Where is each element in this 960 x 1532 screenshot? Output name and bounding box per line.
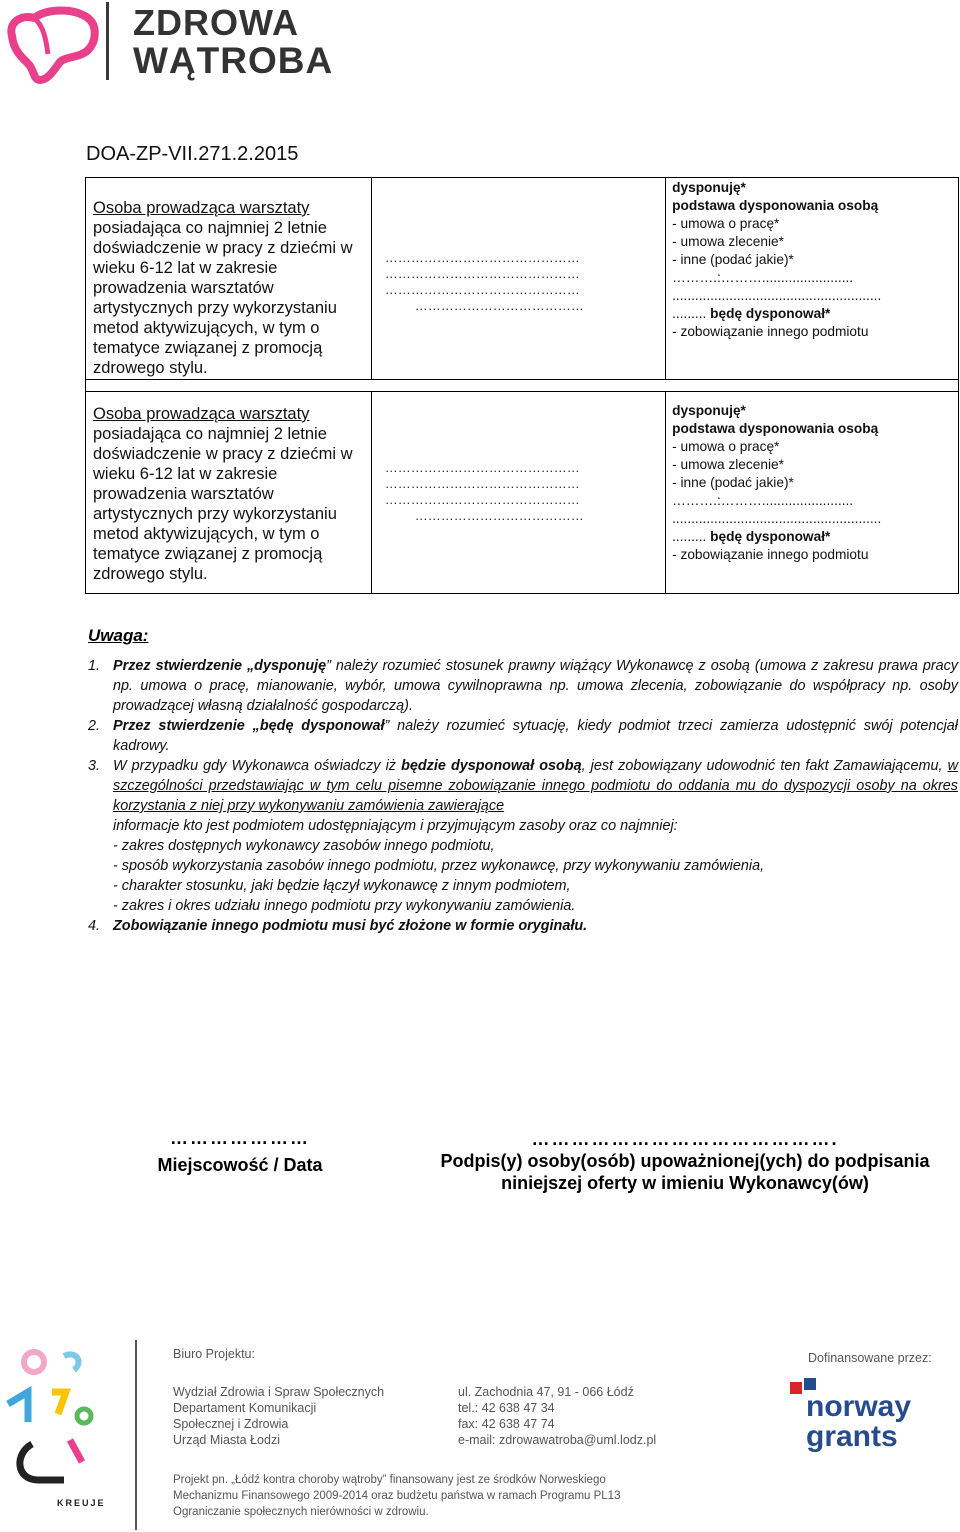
kreuje-label: KREUJE	[57, 1498, 106, 1508]
name-fill-cell[interactable]	[371, 392, 665, 594]
project-info-line: Projekt pn. „Łódź kontra choroby wątroby” finansowany jest ze środków Norweskiego	[173, 1474, 606, 1486]
disp-dots-line: .......................................................	[672, 511, 882, 526]
project-info-line: Ograniczanie społecznych nierówności w zdrowiu.	[173, 1506, 429, 1518]
disp-dots-line: .......................................................	[672, 288, 882, 303]
dots-line: ………………………………………	[384, 282, 580, 297]
logo-text-line2: WĄTROBA	[133, 40, 334, 81]
dots-line: ………………………………………	[384, 460, 580, 475]
note-body: , jest zobowiązany udowodnić ten fakt Zamawiającemu,	[581, 758, 943, 774]
note-number: 4.	[88, 918, 101, 934]
name-fill-cell[interactable]	[371, 178, 665, 380]
disp-option-commitment: - zobowiązanie innego podmiotu	[672, 547, 869, 562]
signature-dots: …………………	[170, 1128, 310, 1148]
note-number: 3.	[88, 758, 101, 774]
signature-label-line2: niniejszej oferty w imieniu Wykonawcy(ów)	[501, 1173, 869, 1193]
phone-line: tel.: 42 638 47 34	[458, 1401, 555, 1415]
note-list-line: - zakres i okres udziału innego podmiotu przy wykonywaniu zamówienia.	[113, 898, 576, 914]
document-reference: DOA-ZP-VII.271.2.2015	[86, 143, 299, 165]
disp-option-commitment: - zobowiązanie innego podmiotu	[672, 324, 869, 339]
note-body: ” należy rozumieć stosunek prawny wiążący Wykonawcę z osobą (umowa z zakresu prawa pracy np. umowa o pracę, mianowanie, wybór, umowa cywilnoprawna np. umowa zlecenia, zobowiązanie do współpracy np. osoby prowadzącej własną działalność gospodarczą).	[113, 658, 959, 714]
dots-line: …………………………………	[414, 298, 584, 313]
disp-option-employment: - umowa o pracę*	[672, 439, 780, 454]
disp-dots-line: ……….:………........................	[672, 270, 854, 285]
disp-dysponuje: dysponuję*	[672, 403, 746, 418]
office-line: Departament Komunikacji	[173, 1401, 317, 1415]
email-line: e-mail: zdrowawatroba@uml.lodz.pl	[458, 1433, 657, 1447]
project-office-heading: Biuro Projektu:	[173, 1347, 255, 1361]
note-text: Zobowiązanie innego podmiotu musi być złożone w formie oryginału.	[113, 918, 588, 934]
disp-dysponuje: dysponuję*	[672, 180, 746, 195]
note-item	[88, 756, 958, 916]
funded-by-label: Dofinansowane przez:	[808, 1351, 932, 1365]
role-description: posiadająca co najmniej 2 letnie doświadczenie w pracy z dziećmi w wieku 6-12 lat w zakresie prowadzenia warsztatów artystycznych przy wykorzystaniu metod aktywizujących, w tym o tematyce związanej z promocją zdrowego stylu.	[93, 425, 353, 583]
address-line: ul. Zachodnia 47, 91 - 066 Łódź	[458, 1385, 634, 1399]
note-item	[88, 716, 958, 756]
note-text	[113, 716, 958, 756]
role-cell	[86, 392, 372, 594]
disp-option-other: - inne (podać jakie)*	[672, 475, 794, 490]
name-dots	[372, 250, 665, 314]
disp-option-employment: - umowa o pracę*	[672, 216, 780, 231]
office-line: Urząd Miasta Łodzi	[173, 1433, 280, 1447]
signature-dots: ……………………………………….	[531, 1129, 839, 1149]
note-body: W przypadku gdy Wykonawca oświadczy iż	[113, 758, 396, 774]
role-cell	[86, 178, 372, 380]
note-item	[88, 656, 958, 716]
note-text	[113, 656, 958, 716]
notes-list	[88, 656, 958, 936]
project-info-line: Mechanizmu Finansowego 2009-2014 oraz budżetu państwa w ramach Programu PL13	[173, 1490, 621, 1502]
liver-icon	[4, 6, 100, 86]
footer-divider	[135, 1340, 137, 1530]
logo-divider	[106, 2, 109, 80]
role-title: Osoba prowadząca warsztaty	[93, 199, 310, 217]
disp-dots-line: ……….:………........................	[672, 493, 854, 508]
note-bold: Przez stwierdzenie	[113, 658, 242, 674]
note-list-line: - zakres dostępnych wykonawcy zasobów innego podmiotu,	[113, 838, 495, 854]
name-dots	[372, 460, 665, 524]
disp-option-mandate: - umowa zlecenie*	[672, 234, 784, 249]
disp-dots-line: .........	[672, 306, 707, 321]
note-body: informacje kto jest podmiotem udostępniającym i przyjmującym zasoby oraz co najmniej:	[113, 818, 678, 834]
signature-label-line1: Podpis(y) osoby(osób) upoważnionej(ych) do podpisania	[440, 1151, 930, 1171]
kreuje-lodz-logo-icon	[4, 1344, 116, 1494]
note-number: 1.	[88, 658, 101, 674]
disposition-cell	[666, 392, 959, 594]
grants-text: grants	[806, 1420, 898, 1453]
note-bold: będzie dysponował osobą	[401, 758, 582, 774]
logo-text-line1: ZDROWA	[133, 2, 299, 43]
norway-text: norway	[806, 1390, 912, 1423]
footer	[0, 1330, 960, 1532]
disposition-cell	[666, 178, 959, 380]
disp-option-mandate: - umowa zlecenie*	[672, 457, 784, 472]
note-number: 2.	[88, 718, 101, 734]
note-underlined: w szczególności przedstawiając w tym celu pisemne zobowiązanie innego podmiotu do oddania mu do dyspozycji osoby na okres korzystania z niej przy wykonywaniu zamówienia zawierające	[113, 758, 958, 814]
role-title: Osoba prowadząca warsztaty	[93, 405, 310, 423]
disp-bede-dysponowal: będę dysponował*	[710, 529, 831, 544]
note-body: ” należy rozumieć sytuację, kiedy podmiot trzeci zamierza udostępnić swój potencjał kadrowy.	[113, 718, 959, 754]
disp-dots-line: .........	[672, 529, 707, 544]
disp-bede-dysponowal: będę dysponował*	[710, 306, 831, 321]
dots-line: …………………………………	[414, 508, 584, 523]
office-line: Społecznej i Zdrowia	[173, 1417, 289, 1431]
place-date-signature	[140, 1128, 340, 1176]
disp-basis-heading: podstawa dysponowania osobą	[672, 198, 879, 213]
authorized-signature	[418, 1128, 952, 1194]
office-line: Wydział Zdrowia i Spraw Społecznych	[173, 1385, 385, 1399]
dots-line: ………………………………………	[384, 250, 580, 265]
fax-line: fax: 42 638 47 74	[458, 1417, 555, 1431]
dots-line: ………………………………………	[384, 266, 580, 281]
disp-basis-heading: podstawa dysponowania osobą	[672, 421, 879, 436]
dots-line: ………………………………………	[384, 476, 580, 491]
note-bold: Przez stwierdzenie	[113, 718, 245, 734]
disp-option-other: - inne (podać jakie)*	[672, 252, 794, 267]
note-text	[113, 756, 958, 916]
dots-line: ………………………………………	[384, 492, 580, 507]
persons-table	[85, 177, 959, 594]
note-bold: „dysponuję	[246, 658, 327, 674]
logo	[0, 0, 360, 90]
table-row	[86, 392, 959, 594]
spacer-row	[86, 380, 959, 392]
note-list-line: - sposób wykorzystania zasobów innego podmiotu, przez wykonawcę, przy wykonywaniu zamówienia,	[113, 858, 765, 874]
place-date-label: Miejscowość / Data	[157, 1155, 323, 1175]
note-list-line: - charakter stosunku, jaki będzie łączył wykonawcę z innym podmiotem,	[113, 878, 571, 894]
table-row	[86, 178, 959, 380]
note-bold: „będę dysponował	[252, 718, 385, 734]
note-item	[88, 916, 958, 936]
norway-grants-logo	[806, 1392, 911, 1452]
notes-heading: Uwaga:	[88, 626, 149, 645]
role-description: posiadająca co najmniej 2 letnie doświadczenie w pracy z dziećmi w wieku 6-12 lat w zakresie prowadzenia warsztatów artystycznych przy wykorzystaniu metod aktywizujących, w tym o tematyce związanej z promocją zdrowego stylu.	[93, 219, 353, 377]
